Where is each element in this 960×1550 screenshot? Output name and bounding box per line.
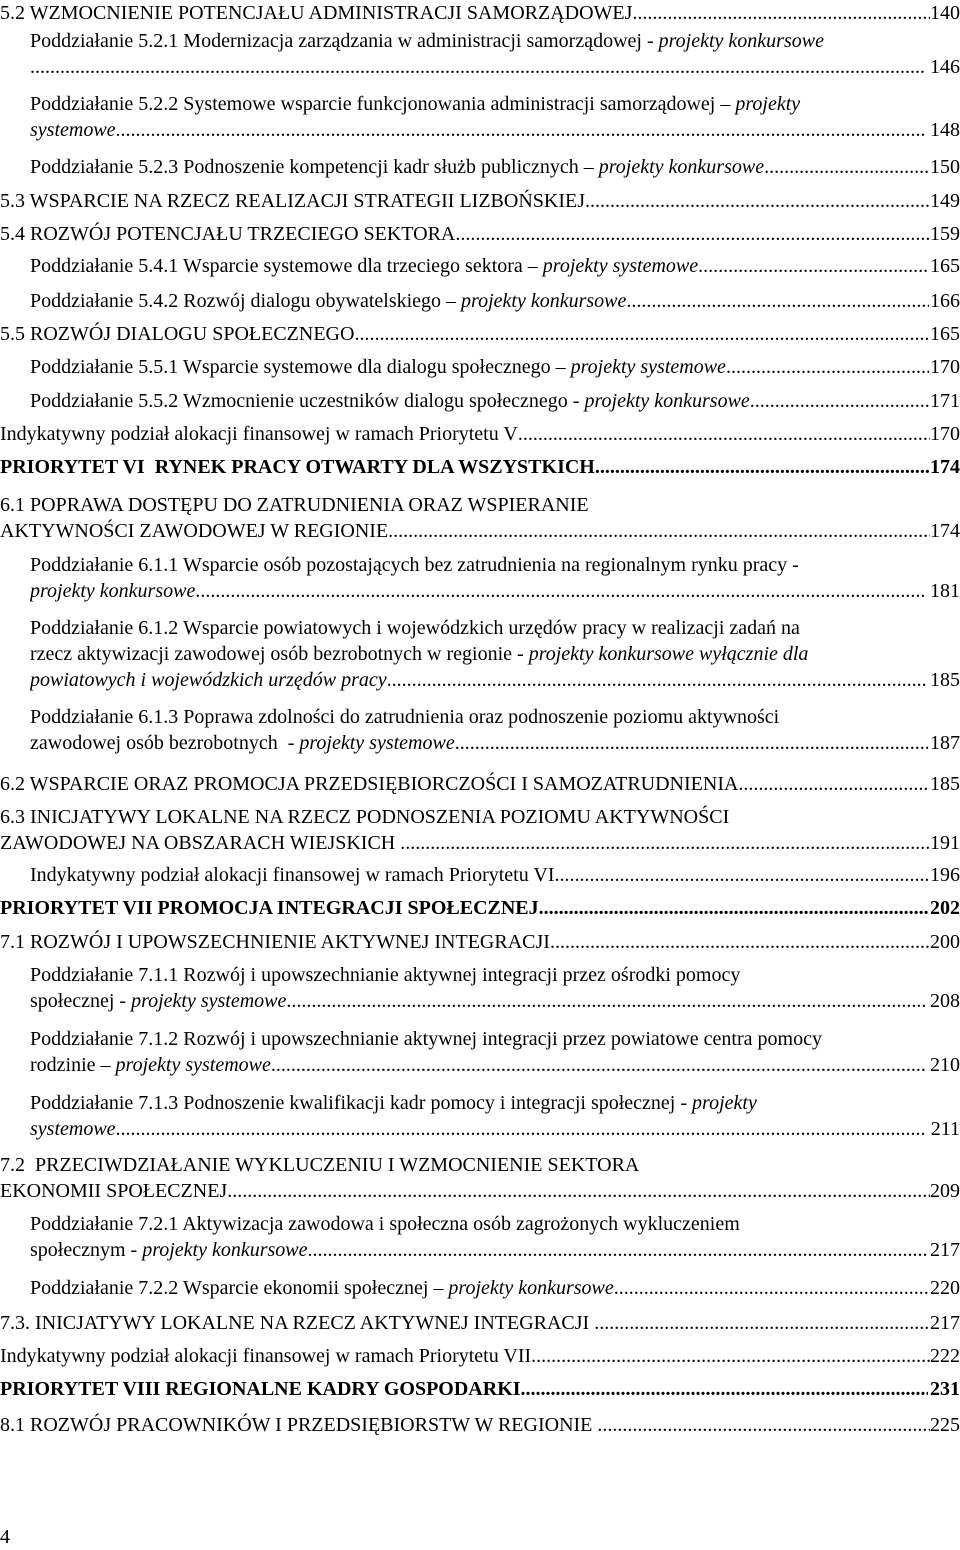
- toc-page-number: 166: [930, 290, 960, 312]
- toc-entry-title: Poddziałanie 7.1.3 Podnoszenie kwalifikacji kadr pomocy i integracji społecznej - projekty: [30, 1092, 757, 1114]
- toc-entry-title: Poddziałanie 5.5.2 Wzmocnienie uczestników dialogu społecznego - projekty konkursowe: [30, 390, 750, 412]
- toc-entry[interactable]: [0, 895, 960, 921]
- toc-page-number: 185: [930, 773, 960, 795]
- toc-entry[interactable]: [0, 421, 960, 447]
- toc-entry[interactable]: [0, 188, 960, 214]
- toc-entry[interactable]: [30, 288, 960, 314]
- toc-entry-line: [30, 1026, 960, 1052]
- toc-entry-italic: projekty konkursowe: [30, 580, 196, 602]
- toc-entry-line: [0, 929, 960, 955]
- toc-entry-italic: projekty konkursowe: [448, 1277, 614, 1299]
- toc-entry-title: AKTYWNOŚCI ZAWODOWEJ W REGIONIE: [0, 520, 389, 542]
- toc-entry-line: [30, 253, 960, 279]
- toc-entry-title: 8.1 ROZWÓJ PRACOWNIKÓW I PRZEDSIĘBIORSTW W REGIONIE: [0, 1414, 598, 1436]
- dot-leader: [554, 862, 930, 888]
- dot-leader: [585, 188, 930, 214]
- toc-entry[interactable]: [30, 28, 960, 80]
- toc-entry-line: [0, 1310, 960, 1336]
- toc-entry-italic: systemowe: [30, 119, 116, 141]
- toc-entry-title: PRIORYTET VII PROMOCJA INTEGRACJI SPOŁECZNEJ: [0, 897, 539, 919]
- toc-entry[interactable]: [30, 962, 960, 1014]
- toc-entry-line: [0, 0, 960, 26]
- toc-entry[interactable]: [30, 91, 960, 143]
- toc-entry-title: Poddziałanie 5.2.2 Systemowe wsparcie funkcjonowania administracji samorządowej – projekty: [30, 93, 801, 115]
- toc-entry-italic: projekty: [692, 1092, 757, 1114]
- toc-entry[interactable]: [0, 929, 960, 955]
- toc-entry-line: [0, 771, 960, 797]
- toc-entry-title: społecznej - projekty systemowe: [30, 990, 287, 1012]
- dot-leader: [227, 1178, 930, 1204]
- toc-page-number: 225: [930, 1414, 960, 1436]
- toc-page-number: 222: [930, 1345, 960, 1367]
- dot-leader: [750, 388, 929, 414]
- dot-leader: [698, 253, 929, 279]
- toc-entry-line: [30, 988, 960, 1014]
- toc-page-number: 150: [930, 156, 960, 178]
- toc-entry[interactable]: [30, 862, 960, 888]
- toc-page-number: 140: [930, 2, 960, 24]
- toc-entry[interactable]: [30, 552, 960, 604]
- toc-entry[interactable]: [30, 354, 960, 380]
- dot-leader: [550, 929, 930, 955]
- toc-entry-title: Indykatywny podział alokacji finansowej w ramach Priorytetu VII: [0, 1345, 532, 1367]
- toc-entry-italic: projekty konkursowe: [142, 1239, 308, 1261]
- toc-entry-title: zawodowej osób bezrobotnych - projekty systemowe: [30, 732, 455, 754]
- toc-entry-italic: projekty systemowe: [299, 732, 455, 754]
- page-number: 4: [0, 1526, 10, 1548]
- toc-entry[interactable]: [0, 454, 960, 480]
- toc-entry[interactable]: [30, 615, 960, 693]
- dot-leader: [531, 1343, 930, 1369]
- toc-page-number: 165: [930, 323, 960, 345]
- dot-leader: [400, 830, 930, 856]
- dot-leader: [594, 1310, 930, 1336]
- toc-page-number: 174: [930, 456, 960, 478]
- dot-leader: [521, 1376, 929, 1402]
- toc-entry-line: [30, 578, 960, 604]
- toc-entry[interactable]: [30, 1090, 960, 1142]
- dot-leader: [597, 1412, 930, 1438]
- toc-page-number: 210: [930, 1054, 960, 1076]
- toc-entry-italic: systemowe: [30, 1118, 116, 1140]
- toc-entry-line: [0, 1178, 960, 1204]
- toc-entry-title: Poddziałanie 7.1.1 Rozwój i upowszechnianie aktywnej integracji przez ośrodki pomocy: [30, 964, 741, 986]
- dot-leader: [614, 1275, 929, 1301]
- toc-page-number: 196: [930, 864, 960, 886]
- toc-entry-title: 5.3 WSPARCIE NA RZECZ REALIZACJI STRATEGII LIZBOŃSKIEJ: [0, 190, 586, 212]
- toc-entry-title: Poddziałanie 5.5.1 Wsparcie systemowe dla dialogu społecznego – projekty systemowe: [30, 356, 726, 378]
- toc-entry-line: [30, 154, 960, 180]
- toc-page-number: 217: [930, 1312, 960, 1334]
- dot-leader: [387, 667, 928, 693]
- toc-entry-line: [30, 730, 960, 756]
- toc-entry-line: [30, 1275, 960, 1301]
- dot-leader: [738, 771, 930, 797]
- toc-page-number: 174: [930, 520, 960, 542]
- toc-page-number: 170: [930, 423, 960, 445]
- toc-entry-title: 7.1 ROZWÓJ I UPOWSZECHNIENIE AKTYWNEJ INTEGRACJI: [0, 931, 550, 953]
- dot-leader: [271, 1052, 927, 1078]
- dot-leader: [518, 421, 930, 447]
- toc-entry-line: [0, 518, 960, 544]
- toc-entry-italic: projekty konkursowe: [598, 156, 765, 178]
- toc-entry-line: [30, 1116, 960, 1142]
- toc-entry-line: [0, 895, 960, 921]
- toc-entry-title: 5.2 WZMOCNIENIE POTENCJAŁU ADMINISTRACJI SAMORZĄDOWEJ: [0, 2, 633, 24]
- toc-entry-title: Poddziałanie 5.2.3 Podnoszenie kompetencji kadr służb publicznych – projekty konkursowe: [30, 156, 765, 178]
- dot-leader: [726, 354, 929, 380]
- toc-entry-line: [30, 552, 960, 578]
- toc-entry[interactable]: [30, 1211, 960, 1263]
- toc-entry-title: [30, 578, 195, 604]
- toc-entry-title: 5.4 ROZWÓJ POTENCJAŁU TRZECIEGO SEKTORA: [0, 223, 456, 245]
- toc-entry-line: [30, 1090, 960, 1116]
- toc-entry-italic: powiatowych i wojewódzkich urzędów pracy: [30, 669, 387, 691]
- toc-entry-title: 5.5 ROZWÓJ DIALOGU SPOŁECZNEGO: [0, 323, 355, 345]
- toc-entry-line: [0, 830, 960, 856]
- toc-entry-italic: projekty systemowe: [542, 255, 699, 277]
- toc-entry[interactable]: [0, 221, 960, 247]
- toc-entry-title: Poddziałanie 5.4.2 Rozwój dialogu obywatelskiego – projekty konkursowe: [30, 290, 627, 312]
- toc-entry[interactable]: [30, 1026, 960, 1078]
- toc-entry-title: rodzinie – projekty systemowe: [30, 1054, 271, 1076]
- toc-entry-italic: projekty systemowe: [115, 1054, 271, 1076]
- toc-entry-title: 7.2 PRZECIWDZIAŁANIE WYKLUCZENIU I WZMOCNIENIE SEKTORA: [0, 1154, 640, 1176]
- toc-entry[interactable]: [0, 1412, 960, 1438]
- toc-page-number: 165: [930, 255, 960, 277]
- toc-page-number: 217: [930, 1239, 960, 1261]
- toc-page-number: 220: [930, 1277, 960, 1299]
- toc-entry-title: PRIORYTET VIII REGIONALNE KADRY GOSPODARKI: [0, 1378, 521, 1400]
- toc-page-number: 191: [930, 832, 960, 854]
- dot-leader: [539, 895, 929, 921]
- toc-entry-title: Indykatywny podział alokacji finansowej w ramach Priorytetu V: [0, 423, 518, 445]
- toc-entry-line: [30, 28, 960, 54]
- toc-entry[interactable]: [30, 1275, 960, 1301]
- toc-entry[interactable]: [0, 321, 960, 347]
- toc-entry-title: [30, 117, 116, 143]
- toc-entry-line: [30, 667, 960, 693]
- toc-entry[interactable]: [0, 492, 960, 544]
- toc-page-number: 146: [930, 56, 960, 78]
- toc-entry-title: Poddziałanie 7.2.2 Wsparcie ekonomii społecznej – projekty konkursowe: [30, 1277, 614, 1299]
- toc-page-number: 211: [930, 1118, 960, 1140]
- toc-page-number: 148: [930, 119, 960, 141]
- toc-entry-line: [0, 1376, 960, 1402]
- toc-entry-title: 6.3 INICJATYWY LOKALNE NA RZECZ PODNOSZENIA POZIOMU AKTYWNOŚCI: [0, 806, 730, 828]
- toc-entry-line: [0, 321, 960, 347]
- toc-entry-line: [0, 1343, 960, 1369]
- toc-entry-italic: projekty systemowe: [131, 990, 287, 1012]
- toc-entry-title: ZAWODOWEJ NA OBSZARACH WIEJSKICH: [0, 832, 401, 854]
- toc-page-number: 181: [930, 580, 960, 602]
- toc-page-number: 202: [930, 897, 960, 919]
- dot-leader: [354, 321, 930, 347]
- toc-entry-line: [0, 221, 960, 247]
- toc-entry-title: EKONOMII SPOŁECZNEJ: [0, 1180, 228, 1202]
- toc-entry-italic: projekty: [735, 93, 801, 115]
- toc-page-number: 187: [930, 732, 960, 754]
- toc-entry-line: [30, 641, 960, 667]
- toc-entry-line: [30, 862, 960, 888]
- toc-entry-title: rzecz aktywizacji zawodowej osób bezrobotnych w regionie - projekty konkursowe wyłącznie dla: [30, 643, 809, 665]
- toc-entry-line: [30, 388, 960, 414]
- toc-entry[interactable]: [0, 1343, 960, 1369]
- toc-entry[interactable]: [30, 704, 960, 756]
- toc-entry[interactable]: [0, 1152, 960, 1204]
- toc-page-number: 170: [930, 356, 960, 378]
- toc-entry[interactable]: [0, 771, 960, 797]
- toc-page-number: 208: [930, 990, 960, 1012]
- dot-leader: [455, 221, 930, 247]
- toc-page-number: 149: [930, 190, 960, 212]
- toc-entry-line: [30, 1211, 960, 1237]
- toc-entry-line: [0, 1412, 960, 1438]
- toc-entry-italic: projekty konkursowe: [584, 390, 750, 412]
- toc-entry-title: 7.3. INICJATYWY LOKALNE NA RZECZ AKTYWNEJ INTEGRACJI: [0, 1312, 595, 1334]
- toc-entry-line: [30, 288, 960, 314]
- toc-entry-line: [30, 704, 960, 730]
- toc-entry-title: Indykatywny podział alokacji finansowej w ramach Priorytetu VI: [30, 864, 555, 886]
- toc-entry-italic: projekty konkursowe: [658, 30, 824, 52]
- dot-leader: [626, 288, 928, 314]
- toc-entry[interactable]: [30, 253, 960, 279]
- toc-entry-line: [30, 354, 960, 380]
- toc-entry-title: społecznym - projekty konkursowe: [30, 1239, 308, 1261]
- toc-entry-line: [30, 91, 960, 117]
- toc-entry-line: [30, 54, 960, 80]
- toc-entry-line: [0, 421, 960, 447]
- toc-entry-italic: projekty konkursowe wyłącznie dla: [528, 643, 809, 665]
- dot-leader: [116, 117, 927, 143]
- dot-leader: [455, 730, 928, 756]
- toc-entry-line: [0, 454, 960, 480]
- toc-entry-line: [30, 1237, 960, 1263]
- toc-entry-title: 6.1 POPRAWA DOSTĘPU DO ZATRUDNIENIA ORAZ WSPIERANIE: [0, 494, 589, 516]
- dot-leader: [30, 54, 926, 80]
- toc-entry[interactable]: [0, 1376, 960, 1402]
- toc-entry-title: PRIORYTET VI RYNEK PRACY OTWARTY DLA WSZYSTKICH: [0, 456, 595, 478]
- dot-leader: [308, 1237, 928, 1263]
- toc-entry-italic: projekty konkursowe: [461, 290, 627, 312]
- toc-page-number: 209: [930, 1180, 960, 1202]
- toc-entry[interactable]: [0, 1310, 960, 1336]
- toc-entry-italic: projekty systemowe: [570, 356, 726, 378]
- toc-entry[interactable]: [30, 388, 960, 414]
- toc-page-number: 159: [930, 223, 960, 245]
- toc-entry-title: Poddziałanie 5.4.1 Wsparcie systemowe dla trzeciego sektora – projekty systemowe: [30, 255, 699, 277]
- dot-leader: [632, 0, 930, 26]
- toc-entry-title: Poddziałanie 7.2.1 Aktywizacja zawodowa i społeczna osób zagrożonych wykluczeniem: [30, 1213, 740, 1235]
- toc-page-number: 171: [930, 390, 960, 412]
- toc-page-number: 231: [930, 1378, 960, 1400]
- toc-page-number: 200: [930, 931, 960, 953]
- toc-entry-line: [30, 615, 960, 641]
- toc-entry-line: [0, 804, 960, 830]
- toc-entry-title: Poddziałanie 6.1.2 Wsparcie powiatowych i wojewódzkich urzędów pracy w realizacji zadań na: [30, 617, 800, 639]
- toc-entry[interactable]: [0, 0, 960, 26]
- toc-entry-line: [30, 1052, 960, 1078]
- dot-leader: [286, 988, 927, 1014]
- toc-entry-line: [30, 962, 960, 988]
- dot-leader: [116, 1116, 928, 1142]
- toc-entry-title: [30, 1116, 116, 1142]
- dot-leader: [388, 518, 930, 544]
- toc-entry-title: [30, 667, 387, 693]
- toc-page-number: 185: [930, 669, 960, 691]
- toc-entry-line: [0, 188, 960, 214]
- dot-leader: [195, 578, 926, 604]
- toc-entry-line: [0, 492, 960, 518]
- toc-entry-title: 6.2 WSPARCIE ORAZ PROMOCJA PRZEDSIĘBIORCZOŚCI I SAMOZATRUDNIENIA: [0, 773, 739, 795]
- toc-entry-title: Poddziałanie 6.1.3 Poprawa zdolności do zatrudnienia oraz podnoszenie poziomu aktywności: [30, 706, 780, 728]
- toc-entry[interactable]: [30, 154, 960, 180]
- toc-entry-title: Poddziałanie 7.1.2 Rozwój i upowszechnianie aktywnej integracji przez powiatowe centra pomocy: [30, 1028, 822, 1050]
- dot-leader: [764, 154, 929, 180]
- toc-entry-line: [0, 1152, 960, 1178]
- toc-entry-title: Poddziałanie 5.2.1 Modernizacja zarządzania w administracji samorządowej - projekty konkursowe: [30, 30, 824, 52]
- toc-entry-line: [30, 117, 960, 143]
- toc-entry[interactable]: [0, 804, 960, 856]
- dot-leader: [595, 454, 929, 480]
- toc-entry-title: Poddziałanie 6.1.1 Wsparcie osób pozostających bez zatrudnienia na regionalnym rynku pracy -: [30, 554, 799, 576]
